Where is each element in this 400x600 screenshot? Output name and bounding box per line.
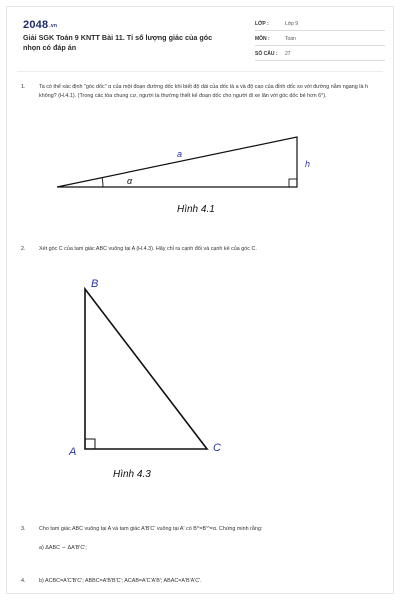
right-angle-mark [289, 179, 297, 187]
figure-4-1-svg [47, 133, 329, 217]
question-3-sub: a) ΔABC ∽ ΔA'B'C'; [39, 545, 87, 551]
right-angle-mark [85, 439, 95, 449]
label-a: a [177, 149, 183, 159]
meta-label: LỚP : [255, 21, 269, 27]
label-b: B [91, 278, 99, 290]
meta-row-count [255, 47, 385, 61]
figure-caption: Hình 4.3 [113, 469, 151, 480]
triangle-abc [85, 289, 207, 449]
question-number: 1. [21, 84, 26, 90]
question-text: b) ACBC=A'C'B'C'; ABBC=A'B'B'C'; ACAB=A'C'A'B'; ABAC=A'B'A'C'. [39, 578, 202, 584]
question-text: Cho tam giác ABC vuông tại A và tam giác A'B'C' vuông tại A' có B^=B'^=α. Chứng minh rằng: [39, 526, 263, 532]
logo-text: 2048 [23, 19, 49, 31]
header-divider [17, 71, 383, 72]
question-number: 4. [21, 578, 26, 584]
document-page [6, 6, 394, 594]
figure-4-3-svg [57, 269, 233, 487]
angle-arc [102, 178, 103, 187]
label-c: C [213, 442, 221, 454]
figure-caption: Hình 4.1 [177, 204, 215, 215]
label-a-vertex: A [69, 446, 77, 458]
meta-value: Toán [285, 36, 296, 42]
meta-row-subject [255, 32, 385, 46]
question-text: Ta có thể xác định "góc dốc" α của một đoạn đường dốc khi biết độ dài của dốc là a và độ cao của đỉnh dốc so với đường nằm ngang là h không? (H.4.1). (Trong các tòa chung cư, người ta thường thiết kế đoạn dốc cho người đi xe lăn với góc dốc bé hơn 6°). [39, 84, 368, 99]
page-header [7, 7, 393, 65]
label-alpha: α [127, 176, 133, 186]
figure-4-3 [57, 269, 233, 487]
meta-value: 27 [285, 51, 291, 57]
question-number: 2. [21, 246, 26, 252]
meta-label: SỐ CÂU : [255, 51, 278, 57]
meta-panel [255, 17, 385, 62]
question-number: 3. [21, 526, 26, 532]
meta-label: MÔN : [255, 36, 270, 42]
page-title: Giải SGK Toán 9 KNTT Bài 11. Tỉ số lượng giác của góc nhọn có đáp án [23, 33, 213, 52]
label-h: h [305, 159, 311, 169]
logo-suffix: .vn [49, 23, 58, 29]
question-text: Xét góc C của tam giác ABC vuông tại A (H.4.3). Hãy chỉ ra cạnh đối và cạnh kề của góc C. [39, 246, 257, 252]
meta-row-class [255, 17, 385, 31]
ramp-triangle [57, 137, 297, 187]
meta-value: Lớp 9 [285, 21, 299, 27]
figure-4-1 [47, 133, 329, 217]
site-logo[interactable] [23, 19, 57, 31]
